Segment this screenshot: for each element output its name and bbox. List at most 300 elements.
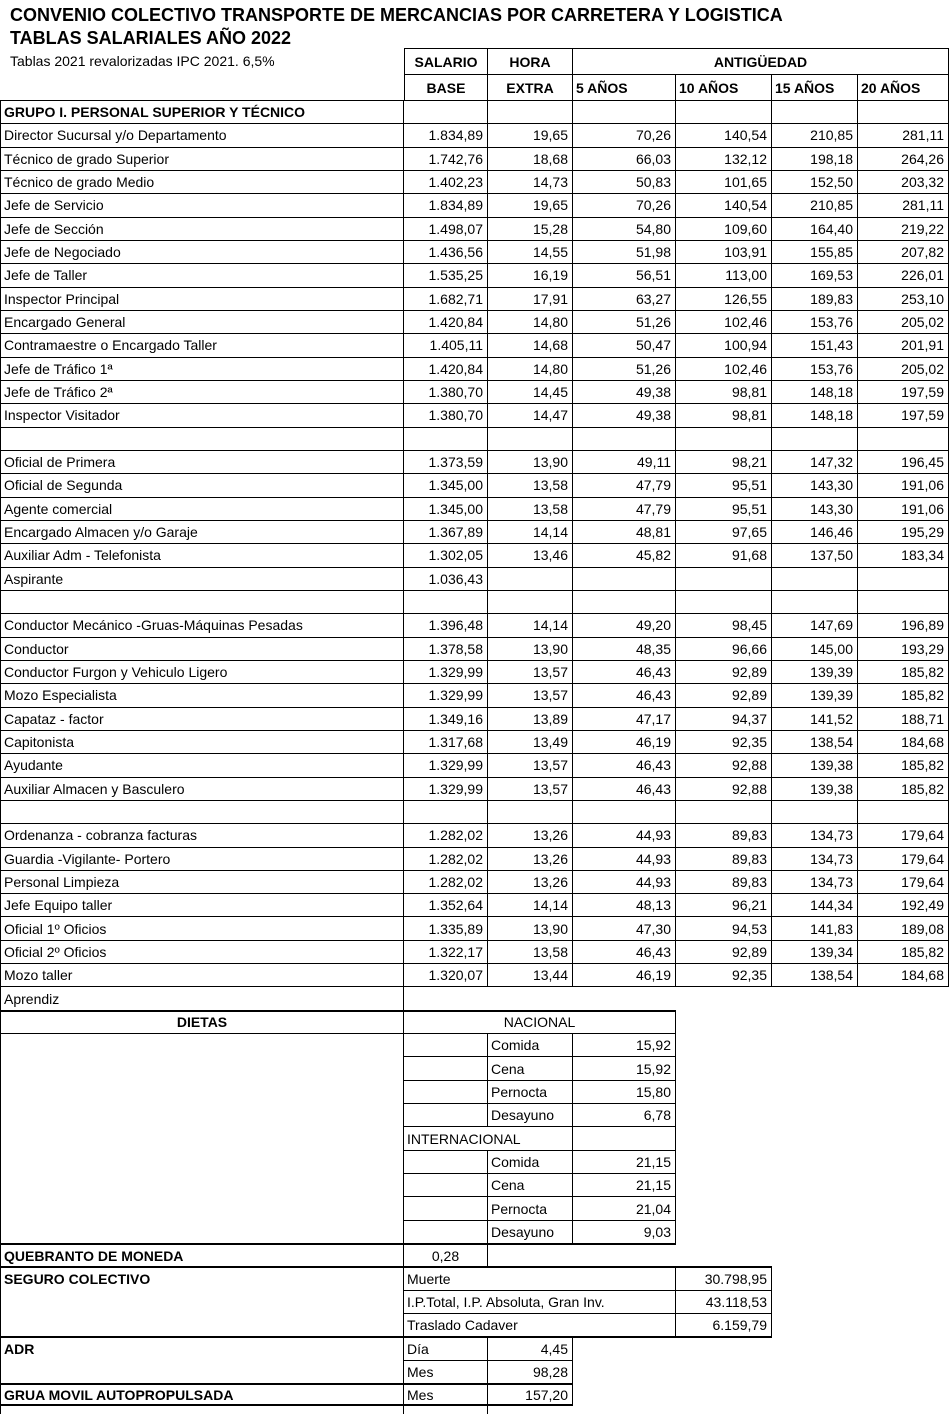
cell-value: 179,64 [858, 823, 949, 846]
cell-value [858, 567, 949, 590]
empty-cell [488, 100, 573, 123]
header-5anos: 5 AÑOS [573, 74, 676, 100]
row-label: Encargado Almacen y/o Garaje [0, 520, 404, 543]
cell-value: 253,10 [858, 287, 949, 310]
empty-cell [676, 100, 772, 123]
cell-value: 138,54 [772, 730, 858, 753]
cell-value: 185,82 [858, 660, 949, 683]
dieta-value: 6,78 [573, 1103, 676, 1126]
table-row [0, 707, 949, 730]
row-label: Oficial de Segunda [0, 473, 404, 496]
cell-value: 1.535,25 [404, 263, 488, 286]
empty-cell [676, 1056, 949, 1079]
cell-value: 1.682,71 [404, 287, 488, 310]
table-row [0, 613, 949, 636]
table-row [0, 777, 949, 800]
table-row [0, 333, 949, 356]
header-15anos: 15 AÑOS [772, 74, 858, 100]
table-row [0, 100, 949, 123]
cell-value: 184,68 [858, 963, 949, 986]
table-row [0, 380, 949, 403]
row-label: Técnico de grado Medio [0, 170, 404, 193]
section-title: SEGURO COLECTIVO [0, 1266, 404, 1289]
cell-value: 141,83 [772, 916, 858, 939]
empty-cell [573, 100, 676, 123]
empty-cell [0, 1080, 404, 1103]
cell-value: 13,58 [488, 473, 573, 496]
table-row [0, 170, 949, 193]
empty-cell [0, 1033, 404, 1056]
table-row [0, 1126, 949, 1149]
table-row [0, 823, 949, 846]
cell-value: 185,82 [858, 777, 949, 800]
cell-value: 1.405,11 [404, 333, 488, 356]
table-row [0, 986, 949, 1009]
cell-value: 47,30 [573, 916, 676, 939]
cell-value: 48,13 [573, 893, 676, 916]
cell-value: 139,38 [772, 777, 858, 800]
empty-cell [858, 800, 949, 823]
cell-value: 188,71 [858, 707, 949, 730]
header-20anos: 20 AÑOS [858, 74, 949, 100]
cell-value: 50,83 [573, 170, 676, 193]
cell-value: 1.498,07 [404, 217, 488, 240]
empty-cell [573, 1383, 949, 1406]
cell-value: 126,55 [676, 287, 772, 310]
row-label: Técnico de grado Superior [0, 147, 404, 170]
cell-value: 95,51 [676, 473, 772, 496]
dieta-label: Desayuno [488, 1103, 573, 1126]
empty-cell [772, 1313, 949, 1336]
cell-value: 97,65 [676, 520, 772, 543]
cell-value: 137,50 [772, 543, 858, 566]
cell-value: 16,19 [488, 263, 573, 286]
document-title-line1: CONVENIO COLECTIVO TRANSPORTE DE MERCANCIAS POR CARRETERA Y LOGISTICA [10, 5, 783, 25]
empty-cell [858, 590, 949, 613]
cell-value: 92,35 [676, 730, 772, 753]
table-row [0, 1056, 949, 1079]
dieta-value: 21,15 [573, 1173, 676, 1196]
cell-value: 103,91 [676, 240, 772, 263]
cell-value: 66,03 [573, 147, 676, 170]
cell-value: 192,49 [858, 893, 949, 916]
cell-value: 101,65 [676, 170, 772, 193]
header-10anos: 10 AÑOS [676, 74, 772, 100]
cell-value: 17,91 [488, 287, 573, 310]
cell-value [772, 567, 858, 590]
header-row-2 [0, 74, 949, 100]
dieta-value: 15,92 [573, 1033, 676, 1056]
empty-cell [404, 100, 488, 123]
table-row [0, 893, 949, 916]
cell-value: 1.352,64 [404, 893, 488, 916]
table-row [0, 730, 949, 753]
empty-cell [488, 1243, 573, 1266]
cell-value: 91,68 [676, 543, 772, 566]
cell-value: 191,06 [858, 473, 949, 496]
cell-value: 13,44 [488, 963, 573, 986]
cell-value: 147,32 [772, 450, 858, 473]
cell-value: 264,26 [858, 147, 949, 170]
table-row [0, 916, 949, 939]
row-label: Jefe de Servicio [0, 193, 404, 216]
empty-cell [404, 1220, 488, 1243]
cell-value: 96,66 [676, 637, 772, 660]
empty-cell [676, 1150, 949, 1173]
row-label: Mozo Especialista [0, 683, 404, 706]
empty-cell [676, 1220, 949, 1243]
cell-value: 1.329,99 [404, 660, 488, 683]
spacer-row [0, 590, 949, 613]
empty-cell [0, 1196, 404, 1219]
table-row [0, 147, 949, 170]
dieta-label: Cena [488, 1056, 573, 1079]
cell-value: 1.329,99 [404, 777, 488, 800]
cell-value: 139,39 [772, 683, 858, 706]
empty-cell [676, 590, 772, 613]
empty-cell [404, 1080, 488, 1103]
table-row [0, 543, 949, 566]
cell-value: 51,26 [573, 357, 676, 380]
table-row [0, 1033, 949, 1056]
empty-cell [0, 1126, 404, 1149]
cell-value: 13,26 [488, 870, 573, 893]
cell-value: 196,89 [858, 613, 949, 636]
cell-value: 191,06 [858, 497, 949, 520]
cell-value [573, 567, 676, 590]
cell-value: 92,89 [676, 940, 772, 963]
cell-value: 113,00 [676, 263, 772, 286]
cell-value: 46,43 [573, 660, 676, 683]
row-label: Jefe Equipo taller [0, 893, 404, 916]
empty-cell [0, 590, 404, 613]
cell-value: 63,27 [573, 287, 676, 310]
header-row-1 [0, 48, 949, 74]
row-label: Aspirante [0, 567, 404, 590]
row-label: Ordenanza - cobranza facturas [0, 823, 404, 846]
cell-value: 281,11 [858, 123, 949, 146]
dieta-value: 21,15 [573, 1150, 676, 1173]
dieta-label: Cena [488, 1173, 573, 1196]
dieta-value: 15,92 [573, 1056, 676, 1079]
cell-value: 4,45 [488, 1336, 573, 1359]
cell-value: 134,73 [772, 847, 858, 870]
cell-value: 164,40 [772, 217, 858, 240]
document-title-line2: TABLAS SALARIALES AÑO 2022 [10, 28, 292, 48]
section-title [0, 1290, 404, 1313]
cell-value: 145,00 [772, 637, 858, 660]
empty-cell [0, 1056, 404, 1079]
cell-value: 13,57 [488, 777, 573, 800]
cell-value: 281,11 [858, 193, 949, 216]
row-label: Oficial de Primera [0, 450, 404, 473]
cell-value: 14,14 [488, 613, 573, 636]
table-row [0, 1173, 949, 1196]
table-row [0, 1150, 949, 1173]
item-label: Mes [404, 1383, 488, 1406]
empty-cell [573, 590, 676, 613]
cell-value: 207,82 [858, 240, 949, 263]
section-title: ADR [0, 1336, 404, 1359]
cell-value: 47,17 [573, 707, 676, 730]
table-row [0, 217, 949, 240]
cell-value: 139,34 [772, 940, 858, 963]
cell-value: 1.380,70 [404, 380, 488, 403]
row-label: Auxiliar Almacen y Basculero [0, 777, 404, 800]
empty-cell [488, 427, 573, 450]
empty-cell [772, 1336, 949, 1359]
cell-value: 1.345,00 [404, 473, 488, 496]
empty-cell [573, 1126, 676, 1149]
cell-value: 89,83 [676, 823, 772, 846]
cell-value: 184,68 [858, 730, 949, 753]
section-title: DIETAS [0, 1010, 404, 1033]
section-title: QUEBRANTO DE MONEDA [0, 1243, 404, 1266]
empty-cell [772, 1290, 949, 1313]
cell-value: 98,81 [676, 403, 772, 426]
cell-value: 15,28 [488, 217, 573, 240]
cell-value: 49,20 [573, 613, 676, 636]
empty-cell [676, 1243, 949, 1266]
section-title [0, 1360, 404, 1383]
cell-value: 1.834,89 [404, 123, 488, 146]
cell-value: 13,90 [488, 916, 573, 939]
row-label: Jefe de Sección [0, 217, 404, 240]
cell-value: 13,26 [488, 823, 573, 846]
cell-value: 198,18 [772, 147, 858, 170]
dieta-value: 15,80 [573, 1080, 676, 1103]
table-row [0, 520, 949, 543]
cell-value: 51,26 [573, 310, 676, 333]
cell-value: 153,76 [772, 357, 858, 380]
cell-value: 46,19 [573, 730, 676, 753]
cell-value: 1.742,76 [404, 147, 488, 170]
table-row [0, 1103, 949, 1126]
cell-value: 141,52 [772, 707, 858, 730]
row-label: Conductor [0, 637, 404, 660]
cell-value: 19,65 [488, 193, 573, 216]
empty-cell [404, 1173, 488, 1196]
cell-value: 14,14 [488, 520, 573, 543]
row-label: Inspector Principal [0, 287, 404, 310]
table-header [0, 48, 949, 100]
document-title [10, 4, 783, 50]
cell-value: 14,80 [488, 357, 573, 380]
section-title [0, 1313, 404, 1336]
row-label: Guardia -Vigilante- Portero [0, 847, 404, 870]
cell-value: 13,49 [488, 730, 573, 753]
empty-cell [404, 1150, 488, 1173]
cell-value [488, 567, 573, 590]
cell-value: 47,79 [573, 497, 676, 520]
table-row [0, 450, 949, 473]
cell-value: 109,60 [676, 217, 772, 240]
cell-value: 1.834,89 [404, 193, 488, 216]
table-row [0, 637, 949, 660]
cell-value: 14,68 [488, 333, 573, 356]
cell-value: 46,43 [573, 683, 676, 706]
row-label: Jefe de Tráfico 2ª [0, 380, 404, 403]
cell-value: 143,30 [772, 497, 858, 520]
empty-cell [676, 1033, 949, 1056]
cell-value: 1.329,99 [404, 683, 488, 706]
cell-value: 195,29 [858, 520, 949, 543]
cell-value: 46,43 [573, 940, 676, 963]
cell-value: 210,85 [772, 123, 858, 146]
row-label: Aprendiz [0, 986, 404, 1009]
empty-cell [0, 1220, 404, 1243]
cell-value: 49,38 [573, 380, 676, 403]
table-row [0, 567, 949, 590]
table-row [0, 263, 949, 286]
table-row [0, 1010, 949, 1033]
empty-cell [0, 1150, 404, 1173]
row-label: Capataz - factor [0, 707, 404, 730]
dieta-label: Pernocta [488, 1196, 573, 1219]
table-row [0, 660, 949, 683]
cell-value: 92,89 [676, 683, 772, 706]
empty-cell [858, 427, 949, 450]
cell-value: 153,76 [772, 310, 858, 333]
table-row [0, 1290, 949, 1313]
cell-value: 155,85 [772, 240, 858, 263]
table-row [0, 1196, 949, 1219]
cell-value: 98,21 [676, 450, 772, 473]
table-row [0, 123, 949, 146]
header-base: BASE [404, 74, 488, 100]
cell-value: 43.118,53 [676, 1290, 772, 1313]
cell-value: 44,93 [573, 823, 676, 846]
cell-value: 132,12 [676, 147, 772, 170]
cell-value: 201,91 [858, 333, 949, 356]
empty-cell [404, 590, 488, 613]
empty-cell [404, 1103, 488, 1126]
empty-cell [404, 800, 488, 823]
cell-value: 140,54 [676, 123, 772, 146]
cell-value: 138,54 [772, 963, 858, 986]
cell-value: 185,82 [858, 940, 949, 963]
header-antiguedad: ANTIGÜEDAD [573, 48, 949, 74]
cell-value: 46,19 [573, 963, 676, 986]
cell-value: 1.436,56 [404, 240, 488, 263]
cell-value: 139,38 [772, 753, 858, 776]
cell-value: 100,94 [676, 333, 772, 356]
empty-cell [573, 1360, 949, 1383]
dieta-value: 9,03 [573, 1220, 676, 1243]
cell-value: 1.402,23 [404, 170, 488, 193]
header-extra: EXTRA [488, 74, 573, 100]
cell-value: 89,83 [676, 847, 772, 870]
cell-value: 47,79 [573, 473, 676, 496]
empty-cell [772, 427, 858, 450]
cell-value: 56,51 [573, 263, 676, 286]
cell-value: 193,29 [858, 637, 949, 660]
dieta-value: 21,04 [573, 1196, 676, 1219]
cell-value: 151,43 [772, 333, 858, 356]
section-title: GRUA MOVIL AUTOPROPULSADA [0, 1383, 404, 1406]
cell-value: 14,55 [488, 240, 573, 263]
cell-value: 14,14 [488, 893, 573, 916]
table-row [0, 847, 949, 870]
cell-value: 96,21 [676, 893, 772, 916]
cell-value: 203,32 [858, 170, 949, 193]
cell-value: 94,37 [676, 707, 772, 730]
cell-value: 19,65 [488, 123, 573, 146]
cell-value: 144,34 [772, 893, 858, 916]
row-label: Jefe de Tráfico 1ª [0, 357, 404, 380]
header-salario: SALARIO [404, 48, 488, 74]
cell-value: 13,46 [488, 543, 573, 566]
cell-value: 44,93 [573, 870, 676, 893]
row-label: Oficial 2º Oficios [0, 940, 404, 963]
row-label: Capitonista [0, 730, 404, 753]
cell-value: 30.798,95 [676, 1266, 772, 1289]
cell-value: 1.380,70 [404, 403, 488, 426]
dieta-label: Comida [488, 1033, 573, 1056]
cell-value: 1.317,68 [404, 730, 488, 753]
row-label: Jefe de Taller [0, 263, 404, 286]
cell-value: 13,57 [488, 753, 573, 776]
cell-value: 92,35 [676, 963, 772, 986]
cell-value: 94,53 [676, 916, 772, 939]
cell-value: 92,89 [676, 660, 772, 683]
cell-value: 49,11 [573, 450, 676, 473]
empty-cell [0, 427, 404, 450]
cell-value: 6.159,79 [676, 1313, 772, 1336]
cell-value: 1.282,02 [404, 870, 488, 893]
row-label: Oficial 1º Oficios [0, 916, 404, 939]
cell-value: 13,26 [488, 847, 573, 870]
empty-cell [573, 800, 676, 823]
empty-cell [404, 1406, 488, 1414]
cell-value: 1.335,89 [404, 916, 488, 939]
cell-value: 196,45 [858, 450, 949, 473]
cell-value: 147,69 [772, 613, 858, 636]
empty-cell [404, 986, 949, 1009]
empty-cell [676, 427, 772, 450]
cell-value: 13,58 [488, 497, 573, 520]
header-hora: HORA [488, 48, 573, 74]
cell-value: 45,82 [573, 543, 676, 566]
dieta-label: Comida [488, 1150, 573, 1173]
table-row [0, 940, 949, 963]
cell-value: 13,89 [488, 707, 573, 730]
cell-value: 1.282,02 [404, 847, 488, 870]
cell-value: 70,26 [573, 193, 676, 216]
table-row [0, 473, 949, 496]
header-empty-cell [0, 74, 404, 100]
cell-value: 226,01 [858, 263, 949, 286]
cell-value: 148,18 [772, 403, 858, 426]
cell-value: 197,59 [858, 380, 949, 403]
cell-value: 179,64 [858, 847, 949, 870]
partial-row-stub [0, 1406, 949, 1414]
cell-value: 1.378,58 [404, 637, 488, 660]
cell-value: 48,35 [573, 637, 676, 660]
cell-value: 1.329,99 [404, 753, 488, 776]
empty-cell [404, 1033, 488, 1056]
table-row [0, 1220, 949, 1243]
cell-value: 92,88 [676, 753, 772, 776]
cell-value: 1.302,05 [404, 543, 488, 566]
cell-value: 44,93 [573, 847, 676, 870]
cell-value: 139,39 [772, 660, 858, 683]
empty-cell [573, 427, 676, 450]
cell-value: 70,26 [573, 123, 676, 146]
item-label: Día [404, 1336, 488, 1359]
cell-value: 219,22 [858, 217, 949, 240]
cell-value: 1.282,02 [404, 823, 488, 846]
